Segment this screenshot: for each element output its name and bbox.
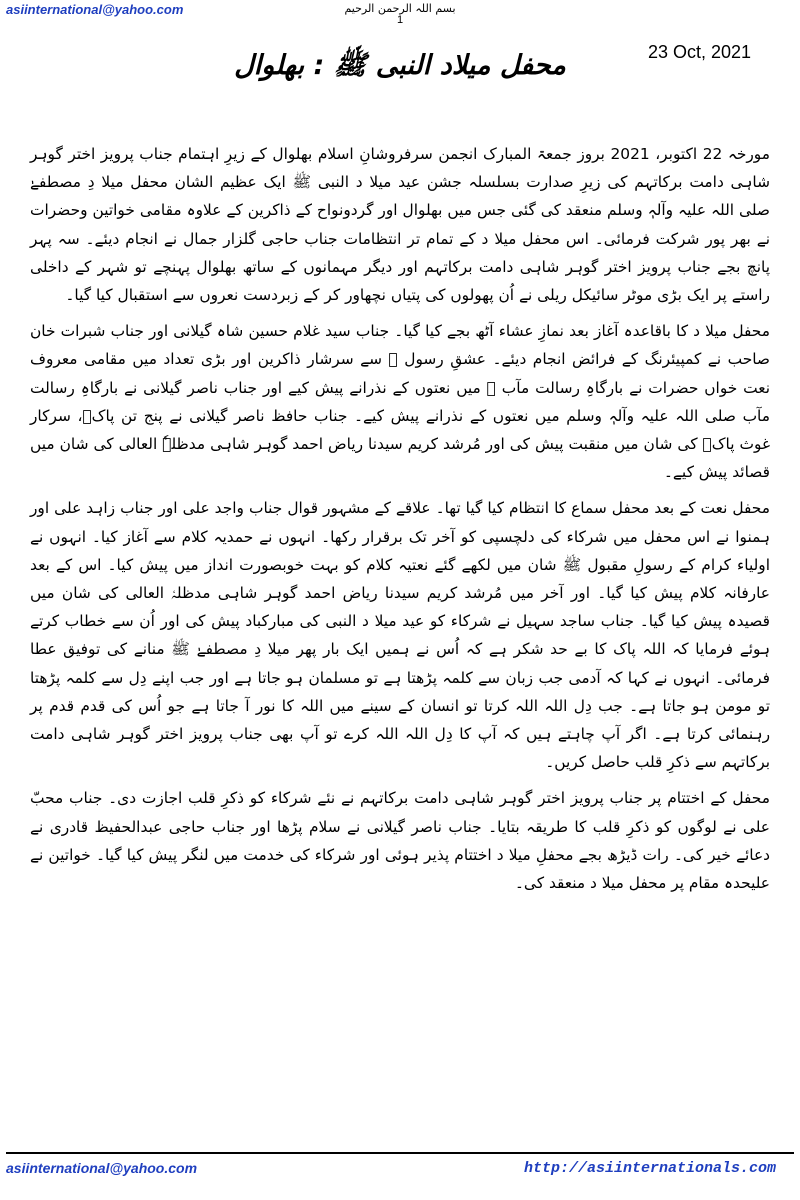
paragraph: مورخہ 22 اکتوبر، 2021 بروز جمعۃ المبارک انجمن سرفروشانِ اسلام بھلوال کے زیرِ اہتمام جناب پرویز اختر گوہر شاہی دامت برکاتہم کی زیرِ صدارت بسلسلہ جشن عید میلا د النبی ﷺ ایک عظیم الشان محفل میلا دِ مصطفےٰ صلی اللہ علیہ وآلہٖ وسلم منعقد کی گئی جس میں بھلوال اور گردونواح کے ذاکرین کے علاوہ مقامی خواتین وحضرات نے بھر پور شرکت فرمائی۔ اس محفل میلا د کے تمام تر انتظامات جناب حاجی گلزار جمال نے انجام دیئے۔ سہ پہر پانچ بجے جناب پرویز اختر گوہر شاہی دامت برکاتہم اور دیگر مہمانوں کے ساتھ بھلوال پہنچے تو شہر کے داخلی راستے پر ایک بڑی موٹر سائیکل ریلی نے اُن پھولوں کی پتیاں نچھاور کر کے زبردست نعروں سے استقبال کیا گیا۔	[30, 145, 770, 305]
page-title: محفل میلاد النبی ﷺ : بھلوال	[234, 50, 566, 81]
footer-divider	[6, 1152, 794, 1154]
paragraph: محفل کے اختتام پر جناب پرویز اختر گوہر شاہی دامت برکاتہم نے نئے شرکاء کو ذکرِ قلب اجازت دی۔ جناب محبّ علی نے لوگوں کو ذکرِ قلب کا طریقہ بتایا۔ جناب ناصر گیلانی نے سلام پڑھا اور جناب حاجی عبدالحفیظ قادری نے دعائے خیر کی۔ رات ڈیڑھ بجے محفلِ میلا د اختتام پذیر ہوئی اور شرکاء کی خدمت میں لنگر پیش کیا گیا۔ خواتین نے علیحدہ مقام پر محفل میلا د منعقد کی۔	[30, 789, 770, 893]
paragraph: محفل نعت کے بعد محفل سماع کا انتظام کیا گیا تھا۔ علاقے کے مشہور قوال جناب واجد علی اور جناب زاہد علی اور ہمنوا نے اس محفل میں شرکاء کی دلچسپی کو آخر تک برقرار رکھا۔ انہوں نے حمدیہ کلام سے آغاز کیا۔ انہوں نے اولیاء کرام کے رسولِ مقبول ﷺ شان میں لکھے گئے نعتیہ کلام کو بہت خوبصورت انداز میں پیش کیا۔ اس کے بعد عارفانہ کلام پیش کیا گیا۔ اور آخر میں مُرشد کریم سیدنا ریاض احمد گوہر شاہی مدظلہٗ العالی کی شان میں قصیدہ پیش کیا گیا۔ جناب ساجد سہیل نے شرکاء کو عید میلا د النبی کی مبارکباد پیش کی اور اُن سے خطاب کرتے ہوئے فرمایا کہ اللہ پاک کا بے حد شکر ہے کہ اُس نے ہمیں ایک بار پھر میلا دِ مصطفےٰ ﷺ منانے کی توفیق عطا فرمائی۔ انہوں نے کہا کہ آدمی جب زبان سے کلمہ پڑھتا ہے تو مسلمان ہو جاتا ہے اور جب اپنے دِل سے کلمہ پڑھتا تو مومن ہو جاتا ہے۔ جب دِل اللہ اللہ کرتا تو انسان کے سینے میں اللہ کا نور آ جاتا ہے جو اُس کی قدم قدم پر رہنمائی کرتا ہے۔ اگر آپ چاہتے ہیں کہ آپ کا دِل اللہ اللہ کرے تو آپ بھی جناب پرویز اختر گوہر شاہی دامت برکاتہم سے ذکرِ قلب حاصل کریں۔	[30, 499, 770, 772]
bismillah: بسم اللہ الرحمن الرحیم	[344, 2, 456, 15]
footer-website-link[interactable]: http://asiinternationals.com	[523, 1160, 776, 1177]
article-date: 23 Oct, 2021	[648, 42, 752, 62]
article-body	[30, 140, 770, 905]
header-email[interactable]: asiinternational@yahoo.com	[6, 2, 184, 17]
footer-email-link[interactable]: asiinternational@yahoo.com	[6, 1160, 198, 1176]
page-number: 1	[396, 14, 404, 26]
paragraph: محفل میلا د کا باقاعدہ آغاز بعد نمازِ عشاء آٹھ بجے کیا گیا۔ جناب سید غلام حسین شاہ گیلانی اور جناب شبرات خان صاحب نے کمپیئرنگ کے فرائض انجام دیئے۔ عشقِ رسول ﷺ سے سرشار ذاکرین اور بڑی تعداد میں مقامی معروف نعت خواں حضرات نے بارگاہِ رسالت مآب ﷺ میں نعتوں کے نذرانے پیش کیے اور جناب ناصر گیلانی نے بارگاہِ رسالت مآب صلی اللہ علیہ وآلہٖ وسلم میں نعتوں کے نذرانے پیش کیے۔ جناب حافظ ناصر گیلانی نے پنج تن پاکؑ، سرکار غوث پاکؒ کی شان میں منقبت پیش کی اور مُرشد کریم سیدنا ریاض احمد گوہر شاہی مدظلہٗ العالی کی شان میں قصائد پیش کیے۔	[30, 322, 770, 482]
